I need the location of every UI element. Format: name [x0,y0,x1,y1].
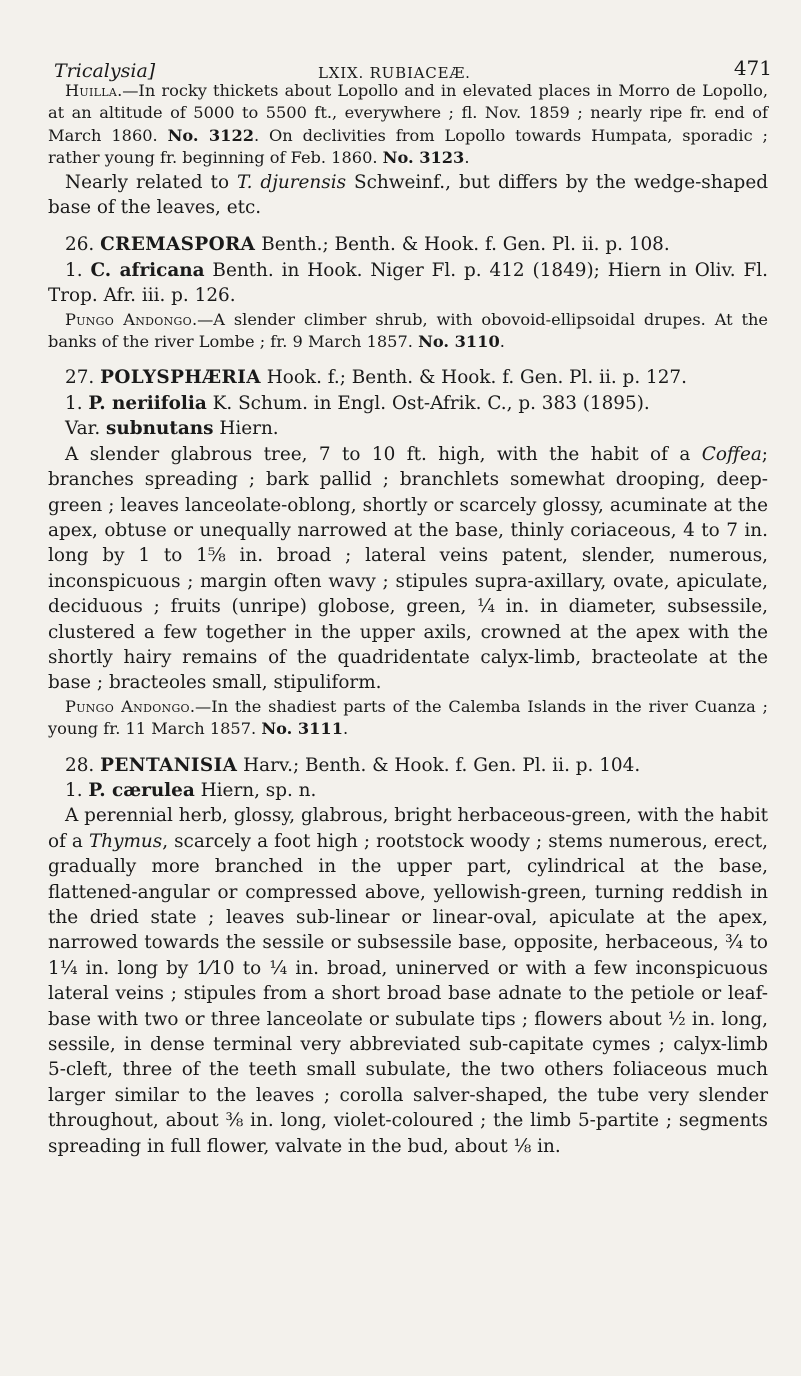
description-polysphaeria [48,442,768,696]
specimen-number: No. 3110 [418,332,500,352]
genus-name: POLYSPHÆRIA [100,367,261,389]
variety-author: Hiern. [213,418,279,440]
species-citation: Hiern, sp. n. [194,779,317,801]
genus-number: 28. [65,754,101,776]
page-header [48,40,772,82]
genus-citation: Benth.; Benth. & Hook. f. Gen. Pl. ii. p. 108. [255,234,670,256]
page-number: 471 [733,56,772,80]
species-name: C. africana [90,259,205,281]
chapter-heading: LXIX. RUBIACEÆ. [318,64,471,82]
species-heading-c-africana [48,258,768,309]
punctuation: . [499,332,505,352]
genus-reference: Coffea [701,443,762,465]
locality-pungo-andongo-2 [48,696,768,741]
specimen-number: No. 3123 [382,148,465,168]
species-name: P. cærulea [88,779,195,801]
locality-text: .—In rocky thickets about Lopollo and in elevated places in Morro de Lopollo, at an altitude of 5000 to 5500 ft., everywhere ; fl. Nov. 1859 ; nearly ripe fr. end of March 1860. [48,81,768,145]
locality-name: Pungo Andongo [65,309,192,329]
specimen-number: No. 3111 [261,719,343,739]
species-name: T. djurensis [237,171,347,193]
genus-heading-cremaspora [48,232,768,257]
description-text: A slender glabrous tree, 7 to 10 ft. high, with the habit of a [65,443,702,465]
locality-name: Pungo Andongo [65,696,190,716]
locality-huilla [48,80,768,170]
note-text: Nearly related to [65,171,238,193]
locality-name: Huilla [65,81,118,100]
note-text: Schweinf., but differs by the wedge-shaped base of the leaves, etc. [48,171,768,219]
genus-reference: Thymus [88,830,163,852]
locality-text: . On declivities from Lopollo towards Humpata, sporadic ; rather young fr. beginning of Feb. 1860. [48,125,768,168]
description-pentanisia [48,803,768,1159]
genus-name: PENTANISIA [100,754,238,776]
description-text: ; branches spreading ; bark pallid ; branchlets somewhat drooping, deep-green ; leaves lanceolate-oblong, shortly or scarcely glossy, acuminate at the apex, obtuse or unequally narrowed at the base, thinly coriaceous, 4 to 7 in. long by 1 to 1⅝ in. broad ; lateral veins patent, slender, numerous, inconspicuous ; margin often wavy ; stipules supra-axillary, ovate, apiculate, deciduous ; fruits (unripe) globose, green, ¼ in. in diameter, subsessile, clustered a few together in the upper axils, crowned at the apex with the shortly hairy remains of the quadridentate calyx-limb, bracteolate at the base ; bracteoles small, stipuliform. [48,443,768,694]
variety-prefix: Var. [65,418,107,440]
species-citation: Benth. in Hook. Niger Fl. p. 412 (1849); Hiern in Oliv. Fl. Trop. Afr. iii. p. 126. [48,259,768,307]
species-name: P. neriifolia [88,392,207,414]
specimen-number: No. 3122 [167,125,254,145]
genus-number: 27. [65,367,101,389]
variety-name: subnutans [106,418,214,440]
locality-text: .—A slender climber shrub, with obovoid-ellipsoidal drupes. At the banks of the river Lombe ; fr. 9 March 1857. [48,309,768,352]
locality-text: .—In the shadiest parts of the Calemba Islands in the river Cuanza ; young fr. 11 March 1857. [48,696,768,739]
description-text: , scarcely a foot high ; rootstock woody ; stems numerous, erect, gradually more branched in the upper part, cylindrical at the base, flattened-angular or compressed above, yellowish-green, turning reddish in the dried state ; leaves sub-linear or linear-oval, apiculate at the apex, narrowed towards the sessile or subsessile base, opposite, herbaceous, ¾ to 1¼ in. long by 1⁄10 to ¼ in. broad, uninerved or with a few inconspicuous lateral veins ; stipules from a short broad base adnate to the petiole or leaf-base with two or three lanceolate or subulate tips ; flowers about ½ in. long, sessile, in dense terminal very abbreviated sub-capitate cymes ; calyx-limb 5-cleft, three of the teeth small subulate, the two others foliaceous much larger similar to the leaves ; corolla salver-shaped, the tube very slender throughout, about ⅜ in. long, violet-coloured ; the limb 5-partite ; segments spreading in full flower, valvate in the bud, about ⅛ in. [48,830,768,1157]
locality-pungo-andongo-1 [48,309,768,354]
genus-citation: Hook. f.; Benth. & Hook. f. Gen. Pl. ii. p. 127. [260,367,687,389]
genus-citation: Harv.; Benth. & Hook. f. Gen. Pl. ii. p. 104. [237,754,641,776]
species-heading-p-neriifolia [48,391,768,416]
running-head: Tricalysia] [54,60,156,82]
species-heading-p-caerulea [48,778,768,803]
genus-name: CREMASPORA [100,234,256,256]
species-citation: K. Schum. in Engl. Ost-Afrik. C., p. 383 (1895). [206,392,650,414]
species-number: 1. [65,779,89,801]
species-number: 1. [65,259,91,281]
page [48,40,772,1159]
genus-heading-polysphaeria [48,365,768,390]
punctuation: . [342,719,349,739]
related-note [48,170,768,221]
punctuation: . [464,148,470,168]
description-text: A perennial herb, glossy, glabrous, bright herbaceous-green, with the habit of a [48,805,768,852]
variety-heading [48,416,768,441]
genus-heading-pentanisia [48,753,768,778]
species-number: 1. [65,392,89,414]
genus-number: 26. [65,234,101,256]
